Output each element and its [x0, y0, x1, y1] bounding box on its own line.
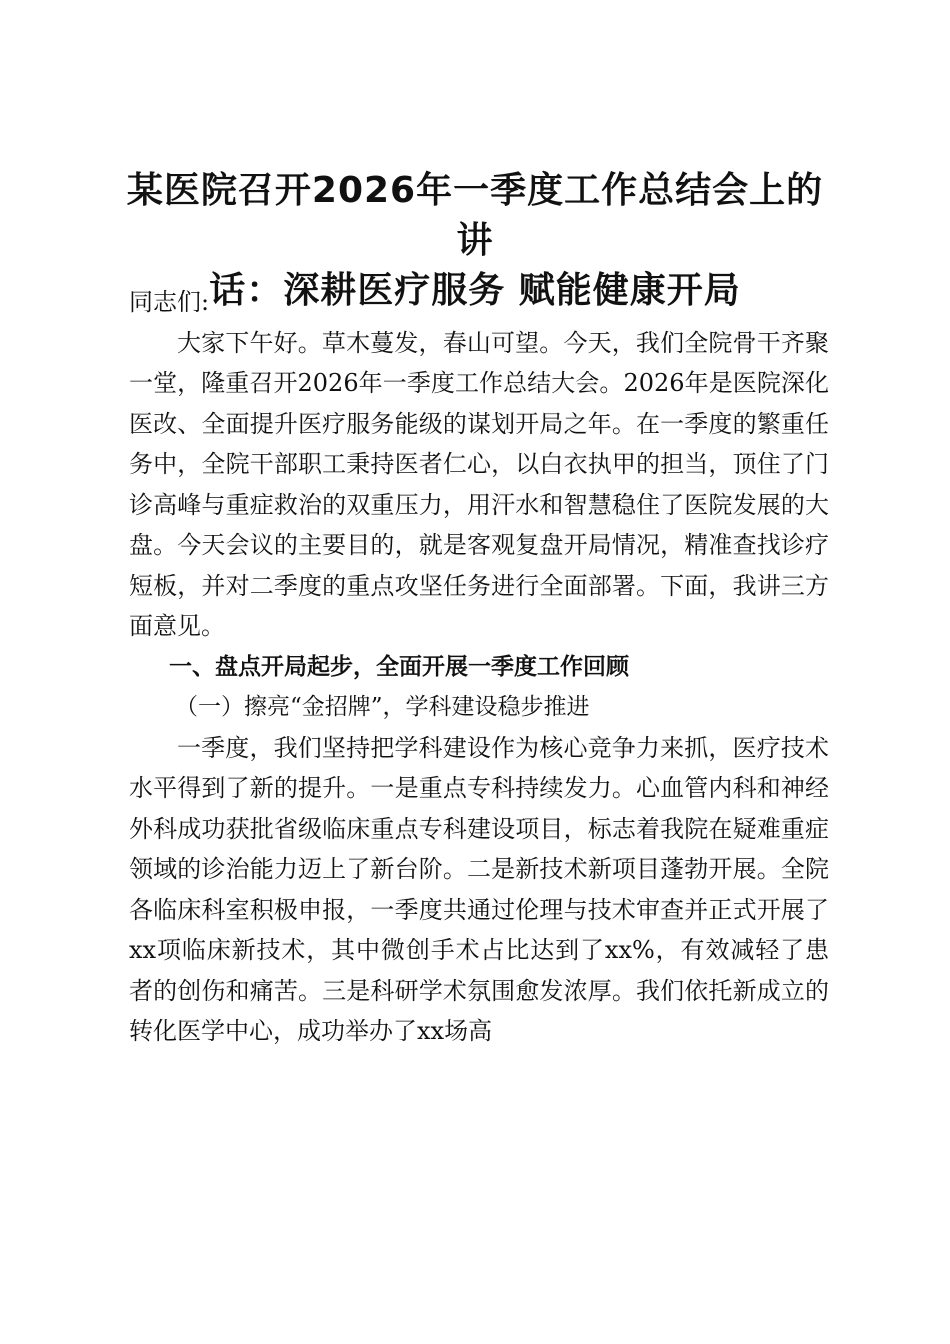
document-body: [129, 282, 829, 1052]
intro-paragraph: 大家下午好。草木蔓发，春山可望。今天，我们全院骨干齐聚一堂，隆重召开2026年一季度工作总结大会。2026年是医院深化医改、全面提升医疗服务能级的谋划开局之年。在一季度的繁重任务中，全院干部职工秉持医者仁心，以白衣执甲的担当，顶住了门诊高峰与重症救治的双重压力，用汗水和智慧稳住了医院发展的大盘。今天会议的主要目的，就是客观复盘开局情况，精准查找诊疗短板，并对二季度的重点攻坚任务进行全面部署。下面，我讲三方面意见。: [129, 328, 829, 640]
salutation: 同志们:: [129, 288, 210, 316]
subsection-1-paragraph: 一季度，我们坚持把学科建设作为核心竞争力来抓，医疗技术水平得到了新的提升。一是重点专科持续发力。心血管内科和神经外科成功获批省级临床重点专科建设项目，标志着我院在疑难重症领域的诊治能力迈上了新台阶。二是新技术新项目蓬勃开展。全院各临床科室积极申报，一季度共通过伦理与技术审查并正式开展了xx项临床新技术，其中微创手术占比达到了xx%，有效减轻了患者的创伤和痛苦。三是科研学术氛围愈发浓厚。我们依托新成立的转化医学中心，成功举办了xx场高: [129, 733, 829, 1045]
title-line-2: 话：深耕医疗服务 赋能健康开局: [209, 270, 741, 311]
subsection-heading-1: （一）擦亮“金招牌”，学科建设稳步推进: [175, 694, 590, 720]
section-heading-1: 一、盘点开局起步，全面开展一季度工作回顾: [169, 653, 629, 680]
title-line-1: 某医院召开2026年一季度工作总结会上的讲: [126, 170, 824, 261]
